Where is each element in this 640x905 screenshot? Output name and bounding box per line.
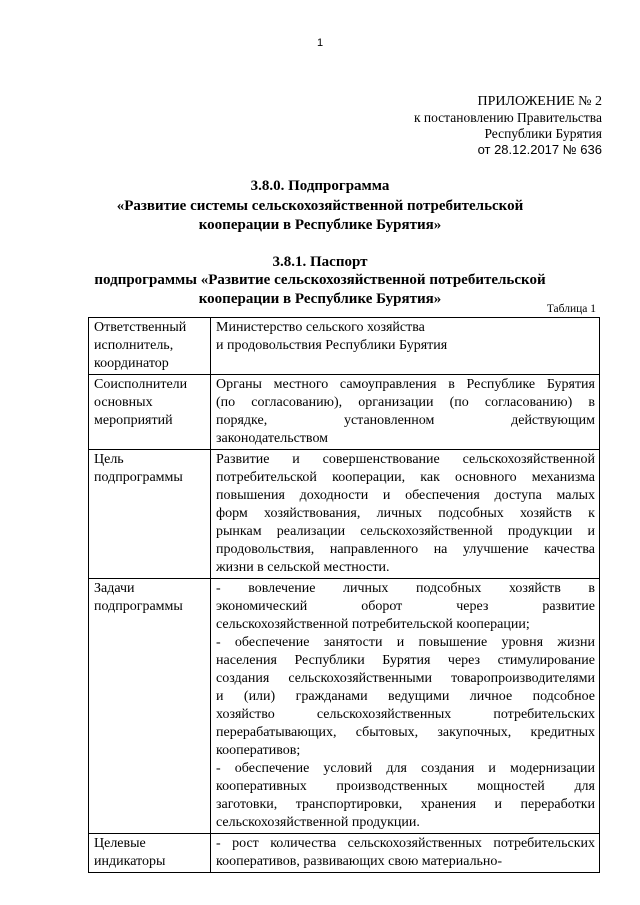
row-value-line: кооперативов; xyxy=(216,743,301,758)
row-value-cell xyxy=(211,834,600,873)
row-value-line: перерабатывающих, сбытовых, закупочных, кредитных xyxy=(216,725,595,740)
row-value-cell xyxy=(211,375,600,450)
row-value-line: (по согласованию), организации (по согласованию) в xyxy=(216,395,595,410)
row-value-line: заготовки, транспортировки, хранения и переработки xyxy=(216,797,595,812)
appendix-line-2: Республики Бурятия xyxy=(484,126,602,141)
row-value-line: форм хозяйствования, личных подсобных хозяйств к xyxy=(216,506,595,521)
subprogram-title-line-2: кооперации в Республике Бурятия» xyxy=(198,217,442,233)
appendix-title: ПРИЛОЖЕНИЕ № 2 xyxy=(477,94,602,109)
passport-heading: 3.8.1. Паспорт xyxy=(272,254,368,270)
row-label-cell xyxy=(89,834,211,873)
row-label: Цель подпрограммы xyxy=(94,452,183,485)
row-label: Целевые индикаторы xyxy=(94,836,166,869)
row-value-line: Министерство сельского хозяйства xyxy=(216,320,425,335)
appendix-block xyxy=(414,94,602,158)
row-value-line: сельскохозяйственной продукции. xyxy=(216,815,420,830)
row-value-line: Развитие и совершенствование сельскохозяйственной xyxy=(216,452,595,467)
table-label: Таблица 1 xyxy=(546,303,596,315)
passport-title-line-2: кооперации в Республике Бурятия» xyxy=(198,291,442,307)
passport-title-line-1: подпрограммы «Развитие сельскохозяйственной потребительской xyxy=(94,272,546,288)
row-value-cell xyxy=(211,450,600,579)
row-value-line: Органы местного самоуправления в Республике Бурятия xyxy=(216,377,595,392)
row-label: Задачи подпрограммы xyxy=(94,581,183,614)
appendix-date: от 28.12.2017 № 636 xyxy=(477,142,602,157)
row-label-cell xyxy=(89,450,211,579)
row-value-line: и продовольствия Республики Бурятия xyxy=(216,338,448,353)
subprogram-title-line-1: «Развитие системы сельскохозяйственной потребительской xyxy=(116,198,524,214)
passport-table xyxy=(88,317,600,873)
row-value-line: - рост количества сельскохозяйственных потребительских xyxy=(216,836,595,851)
row-label-cell xyxy=(89,579,211,834)
appendix-line-1: к постановлению Правительства xyxy=(413,110,602,125)
row-value-line: порядке, установленном действующим xyxy=(216,413,595,428)
table-row xyxy=(89,450,600,579)
subprogram-number: 3.8.0. Подпрограмма xyxy=(250,178,390,194)
row-value-line: продовольствия, направленного на улучшение качества xyxy=(216,542,595,557)
table-row xyxy=(89,318,600,375)
row-value-line: кооперативов, развивающих свою материально- xyxy=(216,854,503,869)
row-value-cell xyxy=(211,579,600,834)
row-value-line: жизни в сельской местности. xyxy=(216,560,390,575)
page-number: 1 xyxy=(316,37,324,49)
table-row xyxy=(89,834,600,873)
row-value-line: населения Республики Бурятия через стимулирование xyxy=(216,653,595,668)
row-value-line: - вовлечение личных подсобных хозяйств в xyxy=(216,581,595,596)
row-label-cell xyxy=(89,318,211,375)
passport-title xyxy=(40,271,600,309)
row-value-line: и (или) гражданами ведущими личное подсобное xyxy=(216,689,595,704)
row-value-line: - обеспечение условий для создания и модернизации xyxy=(216,761,595,776)
row-label: Ответственный исполнитель, координатор xyxy=(94,320,187,371)
row-value-line: рынкам реализации сельскохозяйственной продукции и xyxy=(216,524,595,539)
row-label: Соисполнители основных мероприятий xyxy=(94,377,188,428)
row-value-line: кооперативных производственных мощностей для xyxy=(216,779,595,794)
row-value-line: потребительской кооперации, как основного механизма xyxy=(216,470,595,485)
row-value-cell xyxy=(211,318,600,375)
row-value-line: повышения доходности и обеспечения доступа малых xyxy=(216,488,595,503)
row-value-line: сельскохозяйственной потребительской кооперации; xyxy=(216,617,530,632)
passport-table-body xyxy=(89,318,600,873)
row-value-line: - обеспечение занятости и повышение уровня жизни xyxy=(216,635,595,650)
row-value-line: экономический оборот через развитие xyxy=(216,599,595,614)
row-value-line: законодательством xyxy=(216,431,329,446)
subprogram-title xyxy=(40,197,600,235)
row-value-line: создания сельскохозяйственными товаропроизводителями xyxy=(216,671,595,686)
row-label-cell xyxy=(89,375,211,450)
row-value-line: хозяйство сельскохозяйственных потребительских xyxy=(216,707,595,722)
table-row xyxy=(89,579,600,834)
table-row xyxy=(89,375,600,450)
